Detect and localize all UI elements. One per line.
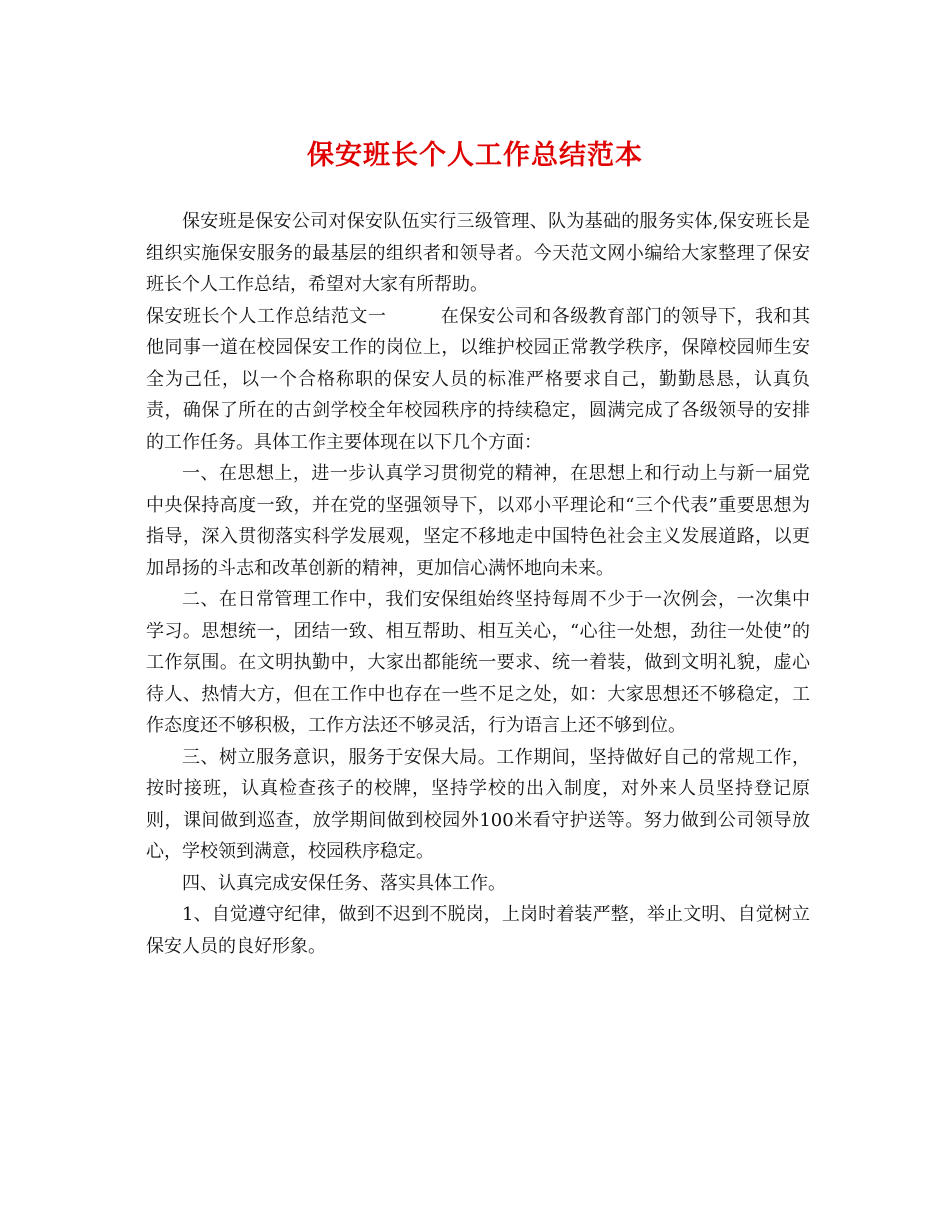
document-body: [146, 206, 810, 962]
intro-paragraph: 保安班是保安公司对保安队伍实行三级管理、队为基础的服务实体,保安班长是组织实施保安服务的最基层的组织者和领导者。今天范文网小编给大家整理了保安班长个人工作总结，希望对大家有所帮助。: [146, 211, 810, 295]
body-paragraph: 三、树立服务意识，服务于安保大局。工作期间，坚持做好自己的常规工作，按时接班，认真检查孩子的校牌，坚持学校的出入制度，对外来人员坚持登记原则，课间做到巡查，放学期间做到校园外100米看守护送等。努力做到公司领导放心，学校领到满意，校园秩序稳定。: [146, 746, 810, 862]
section-lead-text: 在保安公司和各级教育部门的领导下，我和其他同事一道在校园保安工作的岗位上，以维护校园正常教学秩序，保障校园师生安全为己任，以一个合格称职的保安人员的标准严格要求自己，勤勤恳恳，认真负责，确保了所在的古剑学校全年校园秩序的持续稳定，圆满完成了各级领导的安排的工作任务。具体工作主要体现在以下几个方面：: [146, 305, 811, 453]
body-paragraph: 一、在思想上，进一步认真学习贯彻党的精神，在思想上和行动上与新一届党中央保持高度一致，并在党的坚强领导下，以邓小平理论和“三个代表”重要思想为指导，深入贯彻落实科学发展观，坚定不移地走中国特色社会主义发展道路，以更加昂扬的斗志和改革创新的精神，更加信心满怀地向未来。: [146, 463, 810, 579]
body-paragraph: 四、认真完成安保任务、落实具体工作。: [182, 872, 506, 894]
section-heading: 保安班长个人工作总结范文一: [146, 305, 387, 327]
body-paragraph: 二、在日常管理工作中，我们安保组始终坚持每周不少于一次例会，一次集中学习。思想统一，团结一致、相互帮助、相互关心，“心往一处想，劲往一处使”的工作氛围。在文明执勤中，大家出都能统一要求、统一着装，做到文明礼貌，虚心待人、热情大方，但在工作中也存在一些不足之处，如：大家思想还不够稳定，工作态度还不够积极，工作方法还不够灵活，行为语言上还不够到位。: [146, 589, 810, 736]
body-paragraph: 1、自觉遵守纪律，做到不迟到不脱岗，上岗时着装严整，举止文明、自觉树立保安人员的良好形象。: [146, 904, 810, 957]
document-title: 保安班长个人工作总结范本: [307, 140, 643, 171]
section-first-paragraph: [146, 301, 810, 459]
